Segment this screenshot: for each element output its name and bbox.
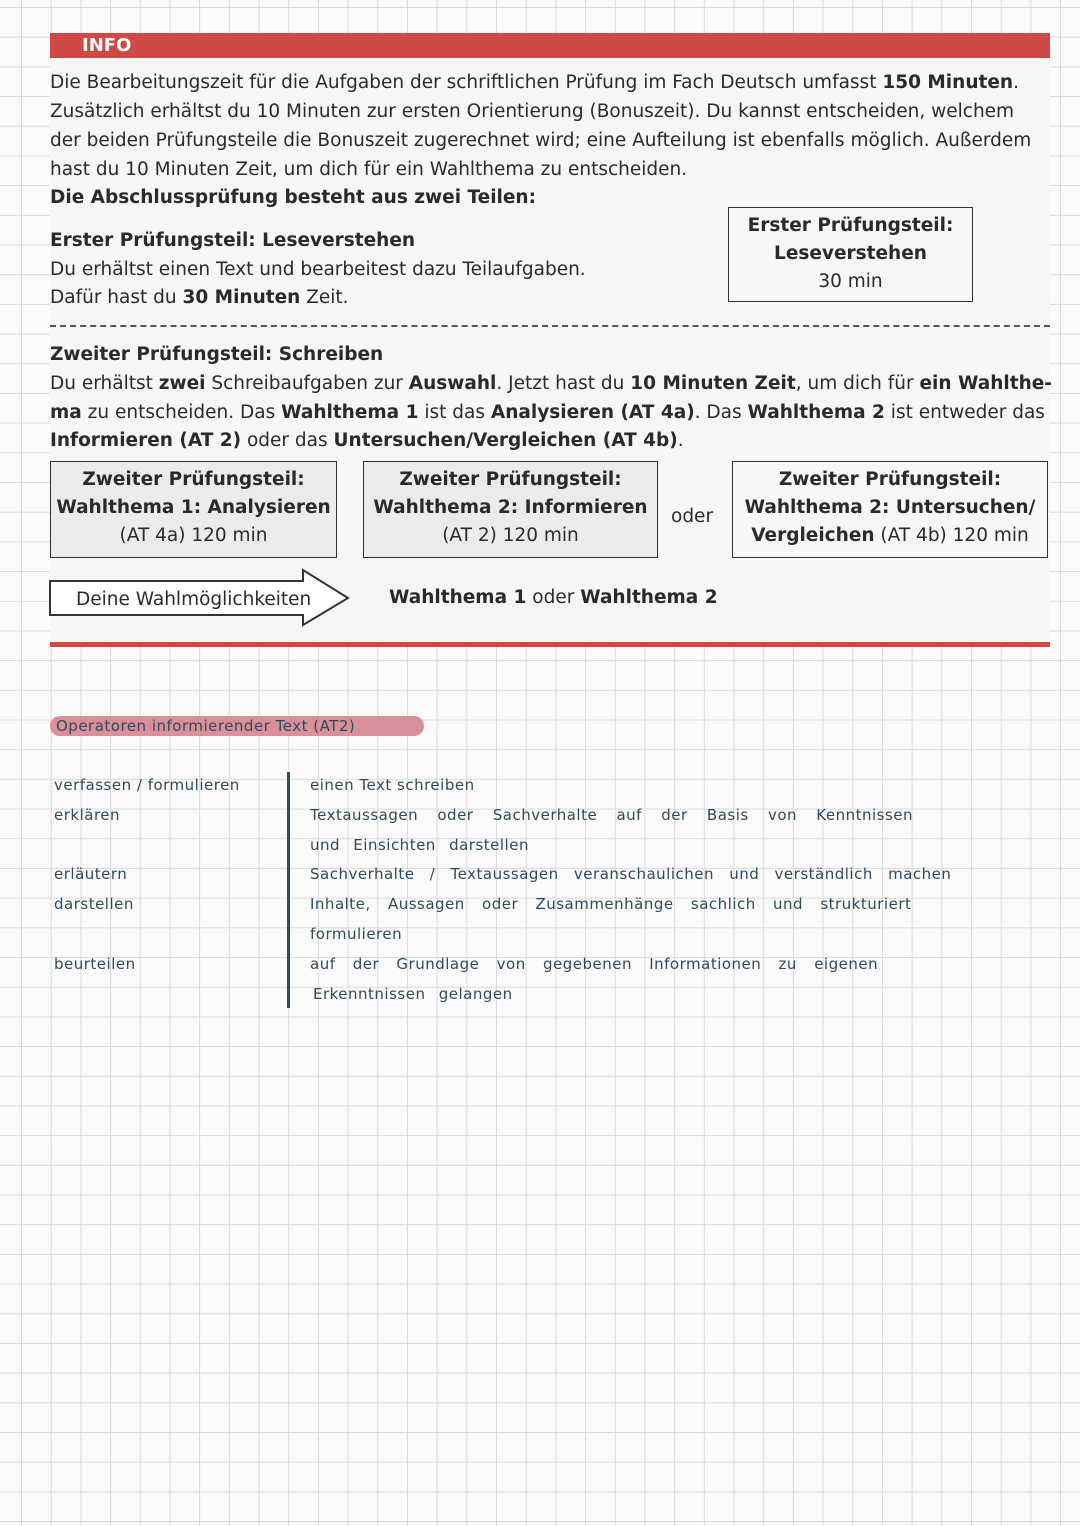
intro-line-3: der beiden Prüfungsteile die Bonuszeit zugerechnet wird; eine Aufteilung ist ebenfalls möglich. Außerdem (50, 130, 1032, 151)
info-footer-bar (50, 642, 1050, 647)
arrow-label: Deine Wahlmöglichkeiten (76, 589, 312, 610)
intro-line-1: Die Bearbeitungszeit für die Aufgaben der schriftlichen Prüfung im Fach Deutsch umfasst 150 Minuten. (50, 72, 1019, 93)
definition: Sachverhalte / Textaussagen veranschaulichen und verständlich machen (310, 865, 952, 883)
wahlthema2-untersuchen-box: Zweiter Prüfungsteil: Wahlthema 2: Untersuchen/ Vergleichen (AT 4b) 120 min (732, 461, 1048, 558)
wahlthema1-box: Zweiter Prüfungsteil: Wahlthema 1: Analysieren (AT 4a) 120 min (50, 461, 337, 558)
definition: auf der Grundlage von gegebenen Informationen zu eigenen (310, 955, 879, 973)
info-header (50, 33, 1050, 58)
term: verfassen / formulieren (54, 776, 240, 794)
info-label: INFO (82, 35, 132, 56)
term: erläutern (54, 865, 128, 883)
notes-title: Operatoren informierender Text (AT2) (56, 717, 356, 735)
wahlthema2-info-box: Zweiter Prüfungsteil: Wahlthema 2: Informieren (AT 2) 120 min (363, 461, 658, 558)
term: beurteilen (54, 955, 136, 973)
part1-title: Erster Prüfungsteil: Leseverstehen (50, 230, 416, 251)
divider (50, 325, 1050, 327)
definition: einen Text schreiben (310, 776, 475, 794)
definition: Erkenntnissen gelangen (313, 985, 513, 1003)
definition: und Einsichten darstellen (310, 836, 529, 854)
term: erklären (54, 806, 121, 824)
part1-box: Erster Prüfungsteil: Leseverstehen 30 min (728, 207, 973, 302)
part2-title: Zweiter Prüfungsteil: Schreiben (50, 344, 384, 365)
part2-line3: Informieren (AT 2) oder das Untersuchen/Vergleichen (AT 4b). (50, 430, 684, 451)
part2-line1: Du erhältst zwei Schreibaufgaben zur Auswahl. Jetzt hast du 10 Minuten Zeit, um dich für ein Wahlthe- (50, 373, 1052, 394)
definition: Textaussagen oder Sachverhalte auf der Basis von Kenntnissen (310, 806, 914, 824)
term: darstellen (54, 895, 134, 913)
part2-line2: ma zu entscheiden. Das Wahlthema 1 ist das Analysieren (AT 4a). Das Wahlthema 2 ist entweder das (50, 402, 1045, 423)
intro-line-2: Zusätzlich erhältst du 10 Minuten zur ersten Orientierung (Bonuszeit). Du kannst entscheiden, welchem (50, 101, 1015, 122)
definition: formulieren (310, 925, 403, 943)
part1-line2: Dafür hast du 30 Minuten Zeit. (50, 287, 349, 308)
section-heading: Die Abschlussprüfung besteht aus zwei Teilen: (50, 187, 536, 208)
part1-line1: Du erhältst einen Text und bearbeitest dazu Teilaufgaben. (50, 259, 586, 280)
choice-text: Wahlthema 1 oder Wahlthema 2 (389, 587, 718, 608)
intro-line-4: hast du 10 Minuten Zeit, um dich für ein Wahlthema zu entscheiden. (50, 159, 688, 180)
definition: Inhalte, Aussagen oder Zusammenhänge sachlich und strukturiert (310, 895, 912, 913)
oder-label: oder (671, 506, 714, 527)
column-divider (287, 772, 290, 1008)
